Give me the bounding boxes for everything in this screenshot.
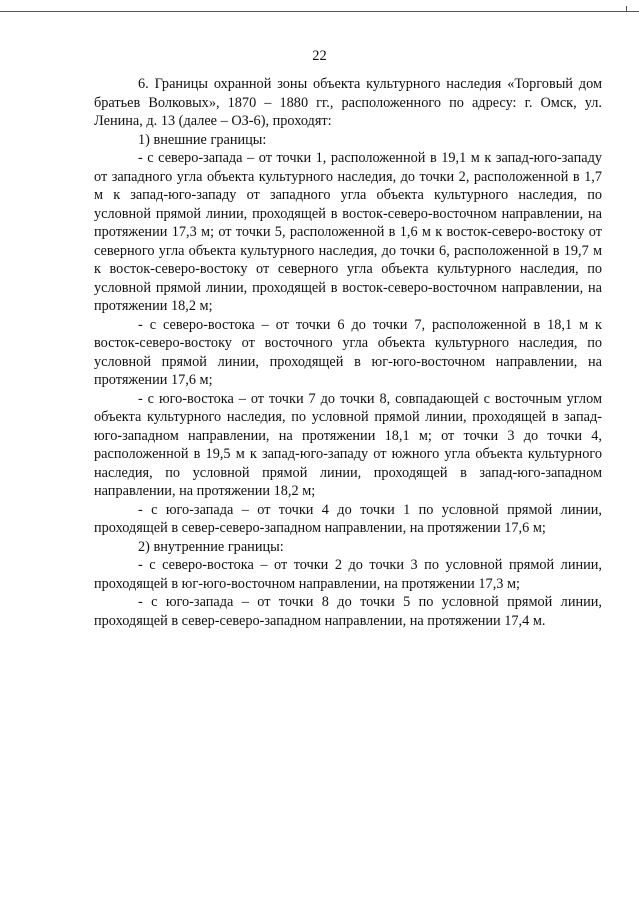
paragraph-southwest-boundary: - с юго-запада – от точки 4 до точки 1 по условной прямой линии, проходящей в север-северо-западном направлении, на протяжении 17,6 м; — [94, 501, 602, 536]
paragraph-inner-southwest-boundary: - с юго-запада – от точки 8 до точки 5 по условной прямой линии, проходящей в север-северо-западном направлении, на протяжении 17,4 м. — [94, 594, 602, 629]
document-body — [94, 75, 602, 630]
top-scan-border-tick — [618, 6, 627, 11]
paragraph-southeast-boundary: - с юго-востока – от точки 7 до точки 8, совпадающей с восточным углом объекта культурного наследия, по условной прямой линии, проходящей в запад-юго-западном направлении, на протяжении 18,1 м; от точки 3 до точки 4, расположенной в 19,5 м к запад-юго-западу от южного угла объекта культурного наследия, по условной прямой линии, проходящей в запад-юго-западном направлении, на протяжении 18,2 м; — [94, 390, 602, 499]
paragraph-inner-boundaries-heading: 2) внутренние границы: — [138, 538, 284, 555]
top-scan-border — [0, 11, 639, 12]
paragraph-inner-northeast-boundary: - с северо-востока – от точки 2 до точки 3 по условной прямой линии, проходящей в юг-юго-восточном направлении, на протяжении 17,3 м; — [94, 557, 602, 592]
paragraph-zone-6-intro: 6. Границы охранной зоны объекта культурного наследия «Торговый дом братьев Волковых», 1870 – 1880 гг., расположенного по адресу: г. Омск, ул. Ленина, д. 13 (далее – ОЗ-6), проходят: — [94, 76, 602, 129]
paragraph-outer-boundaries-heading: 1) внешние границы: — [138, 131, 267, 148]
paragraph-northwest-boundary: - с северо-запада – от точки 1, расположенной в 19,1 м к запад-юго-западу от западного угла объекта культурного наследия, до точки 2, расположенной в 1,7 м к запад-юго-западу от западного угла объекта культурного наследия, по условной прямой линии, проходящей в восток-северо-восточном направлении, на протяжении 17,3 м; от точки 5, расположенной в 1,6 м к восток-северо-востоку от северного угла объекта культурного наследия, до точки 6, расположенной в 19,7 м к восток-северо-востоку от северного угла объекта культурного наследия, по условной прямой линии, проходящей в восток-северо-восточном направлении, на протяжении 18,2 м; — [94, 150, 602, 314]
paragraph-northeast-boundary: - с северо-востока – от точки 6 до точки 7, расположенной в 18,1 м к восток-северо-востоку от восточного угла объекта культурного наследия, по условной прямой линии, проходящей в юг-юго-восточном направлении, на протяжении 17,6 м; — [94, 316, 602, 388]
page-number: 22 — [312, 48, 327, 64]
